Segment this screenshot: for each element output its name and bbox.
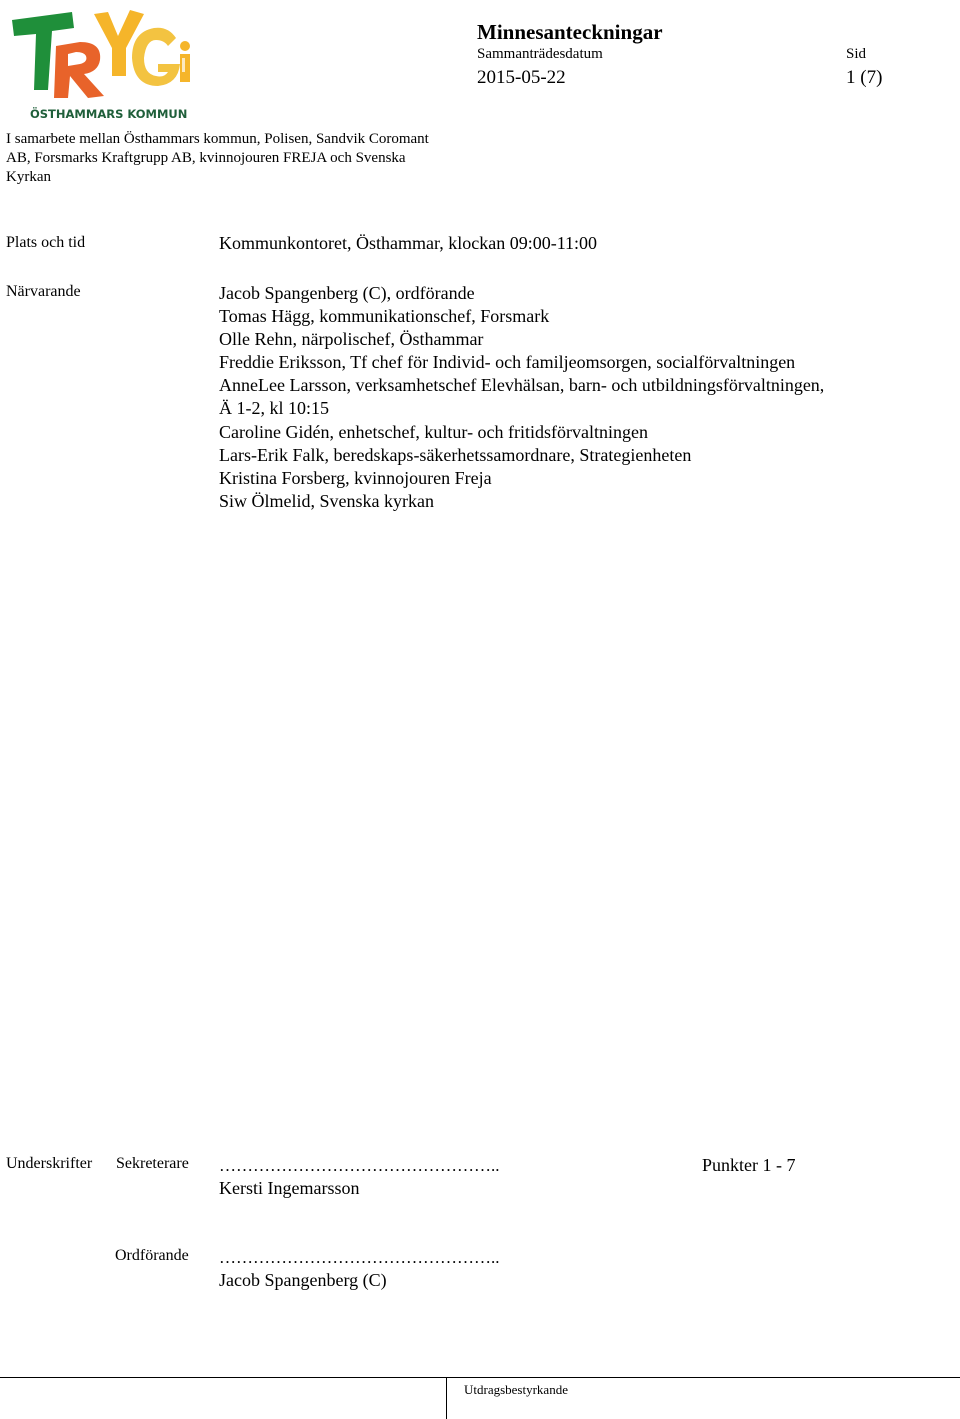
- attendee: Tomas Hägg, kommunikationschef, Forsmark: [219, 306, 550, 327]
- collaboration-statement: [6, 130, 476, 187]
- collaboration-line: I samarbete mellan Östhammars kommun, Polisen, Sandvik Coromant: [6, 131, 429, 147]
- attendee: Jacob Spangenberg (C), ordförande: [219, 283, 475, 303]
- signatures-label: Underskrifter: [6, 1155, 93, 1172]
- points-range: Punkter 1 - 7: [702, 1155, 796, 1175]
- page-label: Sid: [846, 46, 867, 62]
- attendee: Caroline Gidén, enhetschef, kultur- och fritidsförvaltningen: [219, 421, 649, 442]
- collaboration-line: Kyrkan: [6, 169, 51, 185]
- tryggi-logo: [8, 6, 192, 122]
- footer-rule: [0, 1377, 960, 1378]
- attendee: Freddie Eriksson, Tf chef för Individ- och familjeomsorgen, socialförvaltningen: [219, 352, 796, 373]
- chair-signature-line: …………………………………………..: [219, 1248, 500, 1267]
- attendee: Lars-Erik Falk, beredskaps-säkerhetssamordnare, Strategienheten: [219, 444, 692, 465]
- footer-divider: [446, 1377, 447, 1419]
- secretary-name: Kersti Ingemarsson: [219, 1178, 360, 1198]
- attendee: Kristina Forsberg, kvinnojouren Freja: [219, 467, 492, 488]
- collaboration-line: AB, Forsmarks Kraftgrupp AB, kvinnojouren FREJA och Svenska: [6, 150, 406, 166]
- attendees-list: [219, 282, 824, 513]
- secretary-role: Sekreterare: [116, 1155, 189, 1172]
- chair-name: Jacob Spangenberg (C): [219, 1270, 387, 1290]
- extract-certification-label: Utdragsbestyrkande: [464, 1382, 568, 1397]
- logo-municipality-text: ÖSTHAMMARS KOMMUN: [30, 107, 188, 121]
- attendee: AnneLee Larsson, verksamhetschef Elevhälsan, barn- och utbildningsförvaltningen,: [219, 375, 825, 396]
- place-time-label: Plats och tid: [6, 234, 86, 251]
- page-number: 1 (7): [846, 67, 883, 88]
- meeting-date-value: 2015-05-22: [477, 67, 566, 88]
- document-title: Minnesanteckningar: [477, 20, 663, 44]
- chair-role: Ordförande: [115, 1247, 189, 1264]
- meeting-date-label: Sammanträdesdatum: [477, 46, 603, 62]
- secretary-signature-line: …………………………………………..: [219, 1156, 500, 1175]
- attendee: Olle Rehn, närpolischef, Östhammar: [219, 329, 484, 350]
- attendee: Ä 1-2, kl 10:15: [219, 398, 329, 419]
- place-time-value: Kommunkontoret, Östhammar, klockan 09:00-11:00: [219, 233, 598, 253]
- attendee: Siw Ölmelid, Svenska kyrkan: [219, 490, 434, 511]
- attendees-label: Närvarande: [6, 283, 81, 300]
